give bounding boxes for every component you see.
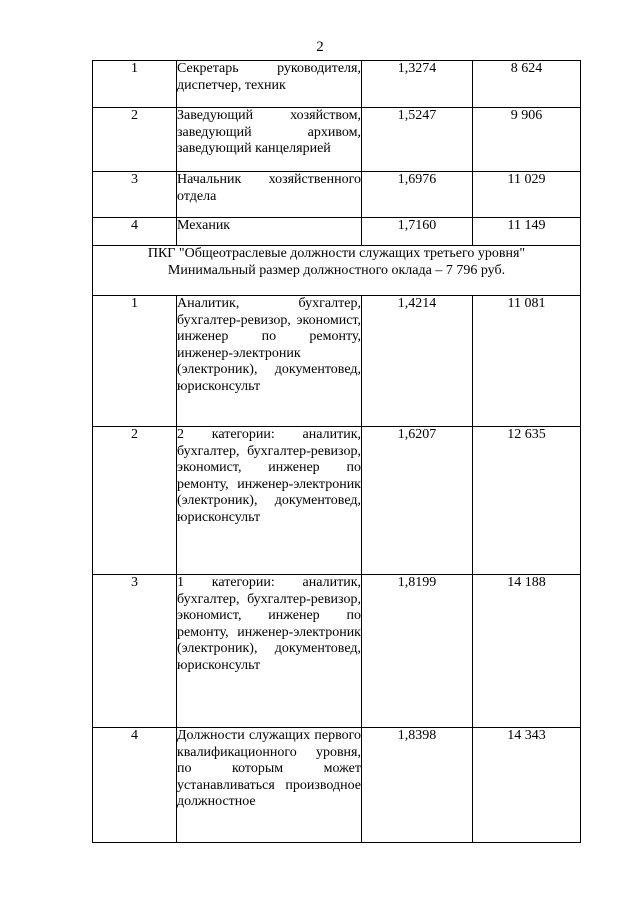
position-title: 1 категории: аналитик, бухгалтер, бухгалтер-ревизор, экономист, инженер по ремонту, инженер-электроник (электроник), документовед, юрисконсульт [177, 575, 362, 728]
coefficient: 1,6976 [362, 172, 473, 218]
coefficient: 1,7160 [362, 218, 473, 246]
coefficient: 1,4214 [362, 296, 473, 427]
row-number: 3 [93, 172, 177, 218]
row-number: 1 [93, 61, 177, 108]
table-row [93, 218, 581, 246]
group-header [93, 246, 581, 296]
row-number: 4 [93, 728, 177, 843]
group-title: ПКГ "Общеотраслевые должности служащих третьего уровня" [147, 246, 526, 261]
row-number: 2 [93, 427, 177, 575]
table-row [93, 575, 581, 728]
table-row [93, 172, 581, 218]
salary: 9 906 [473, 108, 581, 172]
coefficient: 1,3274 [362, 61, 473, 108]
group-min-salary: Минимальный размер должностного оклада – 7 796 руб. [167, 262, 506, 278]
salary: 11 081 [473, 296, 581, 427]
position-title: Начальник хозяйственного отдела [177, 172, 362, 218]
position-title: 2 категории: аналитик, бухгалтер, бухгалтер-ревизор, экономист, инженер по ремонту, инженер-электроник (электроник), документовед, юрисконсульт [177, 427, 362, 575]
coefficient: 1,8398 [362, 728, 473, 843]
salary: 14 343 [473, 728, 581, 843]
position-title: Заведующий хозяйством, заведующий архивом, заведующий канцелярией [177, 108, 362, 172]
position-title: Секретарь руководителя, диспетчер, техник [177, 61, 362, 108]
position-title: Аналитик, бухгалтер, бухгалтер-ревизор, экономист, инженер по ремонту, инженер-электроник (электроник), документовед, юрисконсульт [177, 296, 362, 427]
row-number: 2 [93, 108, 177, 172]
table-row [93, 296, 581, 427]
coefficient: 1,6207 [362, 427, 473, 575]
row-number: 4 [93, 218, 177, 246]
position-title: Механик [177, 218, 362, 246]
row-number: 3 [93, 575, 177, 728]
salary: 14 188 [473, 575, 581, 728]
salary: 8 624 [473, 61, 581, 108]
row-number: 1 [93, 296, 177, 427]
coefficient: 1,8199 [362, 575, 473, 728]
page-number: 2 [316, 39, 324, 55]
salary: 12 635 [473, 427, 581, 575]
table-row [93, 427, 581, 575]
table-row [93, 61, 581, 108]
table-row [93, 108, 581, 172]
table-row [93, 728, 581, 843]
group-header-row [93, 246, 581, 296]
position-title: Должности служащих первого квалификационного уровня, по которым может устанавливаться производное должностное [177, 728, 362, 843]
salary-table [92, 60, 581, 843]
coefficient: 1,5247 [362, 108, 473, 172]
salary: 11 149 [473, 218, 581, 246]
salary: 11 029 [473, 172, 581, 218]
